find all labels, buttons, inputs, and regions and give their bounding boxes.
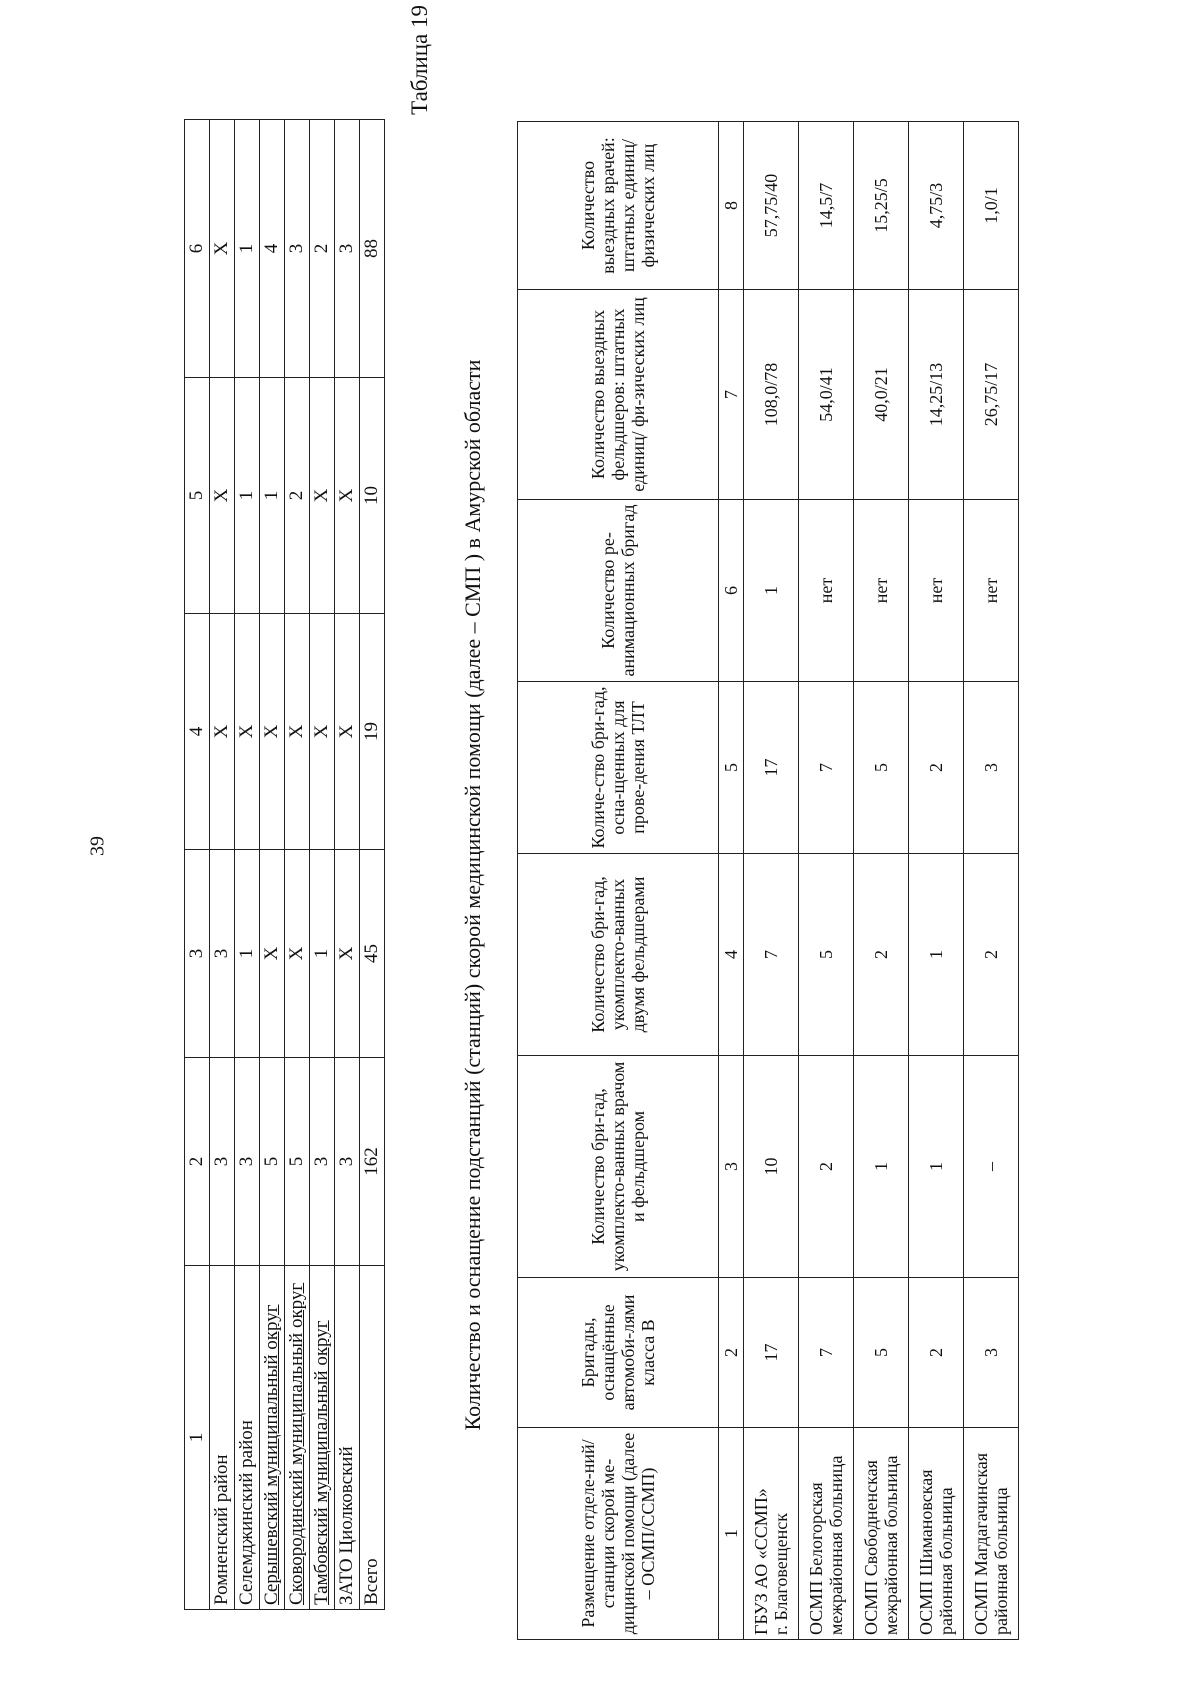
prev-table-value: 88 [360,120,385,378]
header-doctors: Количество выездных врачей: штатных единиц/ физических лиц [518,122,719,290]
prev-table-header-cell: 6 [185,120,210,378]
main-table-row [964,122,1019,1640]
prev-table [184,119,385,1610]
region-name: Ромненский район [211,1454,232,1605]
header-class-b-brigades: Бригады, оснащённые автомоби-лями класса В [518,1278,719,1428]
header-two-paramedic-brigades: Количество бри-гад, укомплекто-ванных двумя фельдшерами [518,854,719,1056]
prev-table-value: X [310,614,335,850]
prev-table-value: 2 [310,120,335,378]
column-number: 2 [719,1278,744,1428]
organization-name: ОСМП Магдагачинская [971,1452,991,1635]
region-name-cell [210,1266,235,1610]
main-table-value: 17 [744,1278,799,1428]
prev-table-value: 3 [285,120,310,378]
main-table-value: нет [854,500,909,682]
main-table-value: 4,75/3 [909,122,964,290]
header-doctor-paramedic-brigades: Количество бри-гад, укомплекто-ванных врачом и фельдшером [518,1056,719,1278]
prev-table-value: 5 [260,1058,285,1266]
prev-table-value: X [335,614,360,850]
organization-cell [854,1428,909,1640]
main-table-value: – [964,1056,1019,1278]
region-name-cell [360,1266,385,1610]
prev-table-value: 3 [335,120,360,378]
column-number: 3 [719,1056,744,1278]
main-table-row [854,122,909,1640]
region-name: Тамбовский муниципальный округ [311,1320,332,1605]
prev-table-value: X [235,614,260,850]
main-table-value: 54,0/41 [799,290,854,500]
prev-table-value: 1 [235,120,260,378]
organization-cell [799,1428,854,1640]
table-title: Количество и оснащение подстанций (станций) скорой медицинской помощи (далее – СМП ) в Амурской области [460,359,485,1431]
column-number: 6 [719,500,744,682]
main-table-value: нет [964,500,1019,682]
main-table-row [909,122,964,1640]
header-placement: Размещение отделе-ний/станции скорой ме-дицинской помощи (далее – ОСМП/ССМП) [518,1428,719,1640]
organization-cell [964,1428,1019,1640]
organization-cell [909,1428,964,1640]
prev-table-header-cell: 4 [185,614,210,850]
prev-table-value: 3 [235,1058,260,1266]
column-number: 4 [719,854,744,1056]
prev-table-value: X [210,614,235,850]
prev-table-value: X [335,850,360,1058]
main-table-value: 3 [964,1278,1019,1428]
prev-table-block [184,120,385,1610]
page-number: 39 [86,836,109,856]
region-name: Серышевский муниципальный округ [261,1304,282,1605]
main-table-value: 2 [909,1278,964,1428]
prev-table-row [235,120,260,1610]
main-table-value: 10 [744,1056,799,1278]
header-paramedics: Количество выездных фельдшеров: штатных единиц/ фи-зических лиц [518,290,719,500]
prev-table-row [360,120,385,1610]
main-table-value: 57,75/40 [744,122,799,290]
prev-table-value: 2 [285,378,310,614]
prev-table-row [285,120,310,1610]
prev-table-value: 5 [285,1058,310,1266]
column-number-row [719,122,744,1640]
organization-name: ОСМП Свободненская [861,1460,881,1635]
prev-table-value: X [285,850,310,1058]
prev-table-row [210,120,235,1610]
prev-table-value: X [335,378,360,614]
prev-table-value: X [310,378,335,614]
prev-table-value: 45 [360,850,385,1058]
main-table-value: 2 [854,854,909,1056]
prev-table-value: X [210,378,235,614]
main-table-value: 7 [799,682,854,854]
prev-table-value: 3 [210,850,235,1058]
prev-table-value: 19 [360,614,385,850]
prev-table-row [335,120,360,1610]
organization-name: ОСМП Белогорская [806,1482,826,1635]
main-table-value: 14,5/7 [799,122,854,290]
prev-table-value: 162 [360,1058,385,1266]
main-table-value: 7 [744,854,799,1056]
column-number: 5 [719,682,744,854]
main-table-value: 5 [854,682,909,854]
table-label: Таблица 19 [407,5,432,115]
prev-table-value: 1 [260,378,285,614]
main-table-value: 5 [854,1278,909,1428]
region-name: Всего [361,1558,382,1605]
prev-table-header-cell: 3 [185,850,210,1058]
prev-table-value: 4 [260,120,285,378]
region-name: Сковородинский муниципальный округ [286,1282,307,1605]
main-table-value: 3 [964,682,1019,854]
prev-table-value: 3 [310,1058,335,1266]
main-table-value: 15,25/5 [854,122,909,290]
column-number: 8 [719,122,744,290]
main-table-value: 1 [909,1056,964,1278]
prev-table-header-row [185,120,210,1610]
main-table-value: 2 [964,854,1019,1056]
main-table-block [517,122,1019,1640]
prev-table-value: X [210,120,235,378]
main-table-value: 1 [909,854,964,1056]
main-table-value: 14,25/13 [909,290,964,500]
main-table-value: 26,75/17 [964,290,1019,500]
organization-name: ОСМП Шимановская [916,1469,936,1635]
prev-table-value: 10 [360,378,385,614]
region-name-cell [335,1266,360,1610]
main-table-value: 1,0/1 [964,122,1019,290]
prev-table-value: 3 [210,1058,235,1266]
prev-table-value: X [260,850,285,1058]
main-table-value: 5 [799,854,854,1056]
prev-table-row [260,120,285,1610]
prev-table-value: X [260,614,285,850]
main-table-value: 1 [744,500,799,682]
region-name-cell [310,1266,335,1610]
organization-location: районная больница [936,1487,956,1635]
organization-name: ГБУЗ АО «ССМП» [751,1488,771,1635]
organization-cell [744,1428,799,1640]
region-name-cell [260,1266,285,1610]
main-table-value: 40,0/21 [854,290,909,500]
prev-table-value: 1 [310,850,335,1058]
prev-table-value: 3 [335,1058,360,1266]
organization-location: межрайонная больница [826,1455,846,1635]
prev-table-value: X [285,614,310,850]
main-table-row [744,122,799,1640]
header-resuscitation-brigades: Количество ре-анимационных бригад [518,500,719,682]
main-table-value: 17 [744,682,799,854]
column-number: 1 [719,1428,744,1640]
organization-location: межрайонная больница [881,1455,901,1635]
main-table-header-row [518,122,719,1640]
header-tlt-brigades: Количе-ство бри-гад, осна-щенных для прове-дения ТЛТ [518,682,719,854]
main-table-value: 2 [909,682,964,854]
main-table-row [799,122,854,1640]
prev-table-header-cell: 5 [185,378,210,614]
main-table-value: 108,0/78 [744,290,799,500]
region-name: ЗАТО Циолковский [336,1446,357,1605]
main-table-value: 7 [799,1278,854,1428]
region-name-cell [235,1266,260,1610]
prev-table-row [310,120,335,1610]
main-table [517,121,1019,1640]
organization-location: г. Благовещенск [771,1513,791,1635]
prev-table-header-cell: 2 [185,1058,210,1266]
prev-table-value: 1 [235,850,260,1058]
prev-table-header-cell: 1 [185,1266,210,1610]
main-table-value: 1 [854,1056,909,1278]
region-name-cell [285,1266,310,1610]
main-table-value: 2 [799,1056,854,1278]
organization-location: районная больница [991,1487,1011,1635]
main-table-value: нет [909,500,964,682]
region-name: Селемджинский район [236,1420,257,1605]
main-table-value: нет [799,500,854,682]
prev-table-value: 1 [235,378,260,614]
column-number: 7 [719,290,744,500]
